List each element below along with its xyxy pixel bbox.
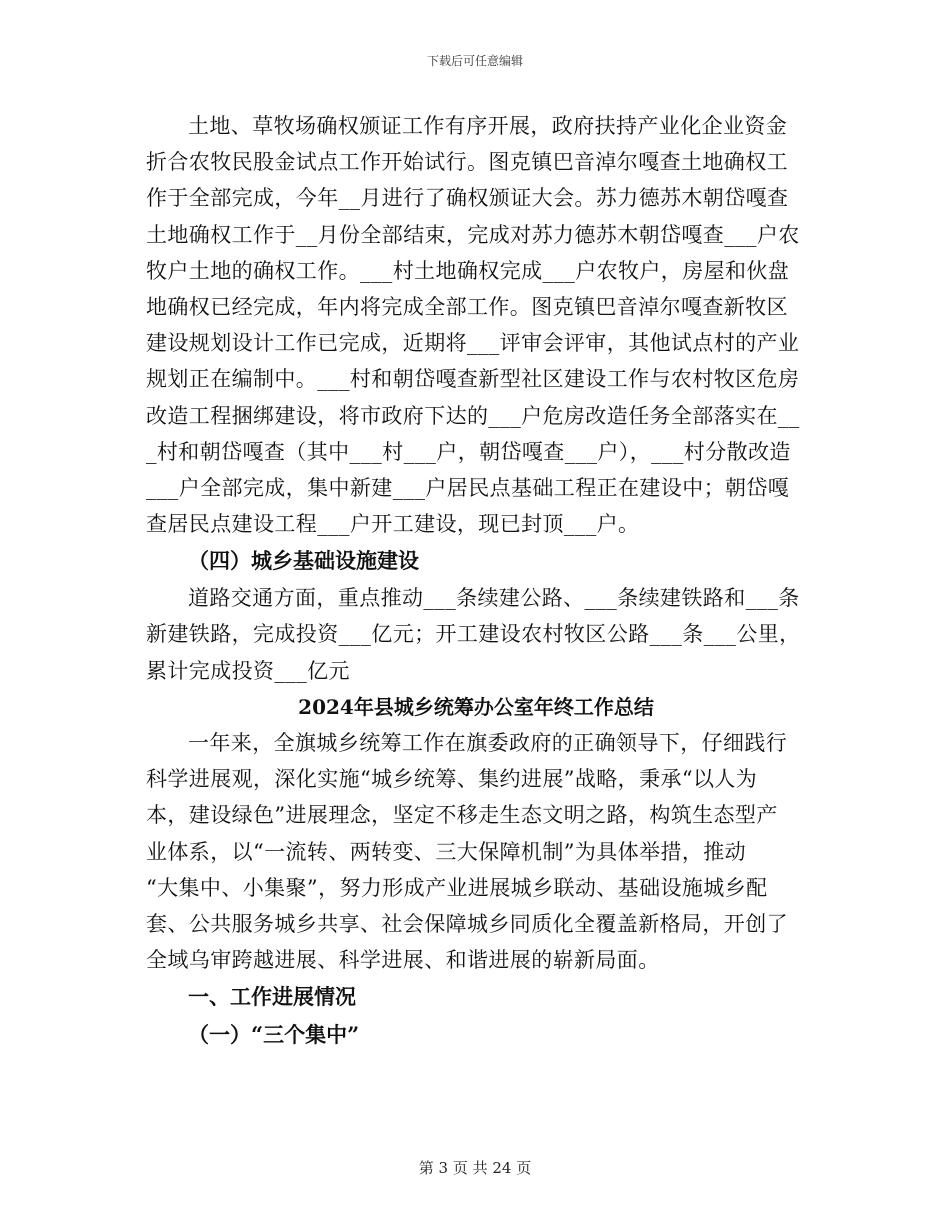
paragraph-land-rights	[146, 108, 806, 542]
text-line: 查居民点建设工程___户开工建设，现已封顶___户。	[146, 512, 640, 537]
text-line: 建设规划设计工作已完成，近期将___评审会评审，其他试点村的产业	[146, 331, 800, 356]
subsection-heading-three-concentrations: （一）“三个集中”	[188, 1022, 360, 1048]
text-line: 累计完成投资___亿元	[146, 658, 350, 683]
header-note: 下载后可任意编辑	[426, 54, 523, 68]
paragraph-summary	[146, 725, 806, 978]
document-body	[146, 108, 806, 1054]
text-line: 套、公共服务城乡共享、社会保障城乡同质化全覆盖新格局，开创了	[146, 911, 788, 936]
text-line: _村和朝岱嘎查（其中___村___户，朝岱嘎查___户），___村分散改造	[146, 439, 791, 464]
section-heading-infrastructure: （四）城乡基础设施建设	[188, 548, 419, 574]
document-title: 2024年县城乡统筹办公室年终工作总结	[298, 694, 654, 719]
text-line: 地确权已经完成，年内将完成全部工作。图克镇巴音淖尔嘎查新牧区	[146, 294, 788, 319]
section-heading-progress: 一、工作进展情况	[188, 984, 356, 1010]
text-line: 全域乌审跨越进展、科学进展、和谐进展的崭新局面。	[146, 948, 660, 973]
text-line: ___户全部完成，集中新建___户居民点基础工程正在建设中；朝岱嘎	[146, 475, 790, 500]
text-line: 牧户土地的确权工作。___村土地确权完成___户农牧户，房屋和伙盘	[146, 258, 790, 283]
text-line: 新建铁路，完成投资___亿元；开工建设农村牧区公路___条___公里，	[146, 622, 801, 647]
text-line: 本，建设绿色”进展理念，坚定不移走生态文明之路，构筑生态型产	[146, 803, 778, 828]
text-line: 作于全部完成，今年__月进行了确权颁证大会。苏力德苏木朝岱嘎查	[146, 186, 789, 211]
text-line: 土地、草牧场确权颁证工作有序开展，政府扶持产业化企业资金	[188, 114, 788, 138]
text-line: 土地确权工作于__月份全部结束，完成对苏力德苏木朝岱嘎查___户农	[146, 222, 800, 247]
text-line: 规划正在编制中。___村和朝岱嘎查新型社区建设工作与农村牧区危房	[146, 367, 800, 392]
text-line: 科学进展观，深化实施“城乡统筹、集约进展”战略，秉承“以人为	[146, 767, 758, 792]
text-line: 业体系，以“一流转、两转变、三大保障机制”为具体举措，推动	[146, 839, 747, 864]
paragraph-roads	[146, 580, 806, 689]
page-number-footer: 第 3 页 共 24 页	[418, 1159, 532, 1177]
text-line: “大集中、小集聚”，努力形成产业进展城乡联动、基础设施城乡配	[146, 875, 768, 900]
text-line: 折合农牧民股金试点工作开始试行。图克镇巴音淖尔嘎查土地确权工	[146, 150, 788, 175]
text-line: 道路交通方面，重点推动___条续建公路、___条续建铁路和___条	[188, 586, 800, 611]
text-line: 改造工程捆绑建设，将市政府下达的___户危房改造任务全部落实在__	[146, 403, 800, 428]
text-line: 一年来，全旗城乡统筹工作在旗委政府的正确领导下，仔细践行	[188, 731, 788, 755]
